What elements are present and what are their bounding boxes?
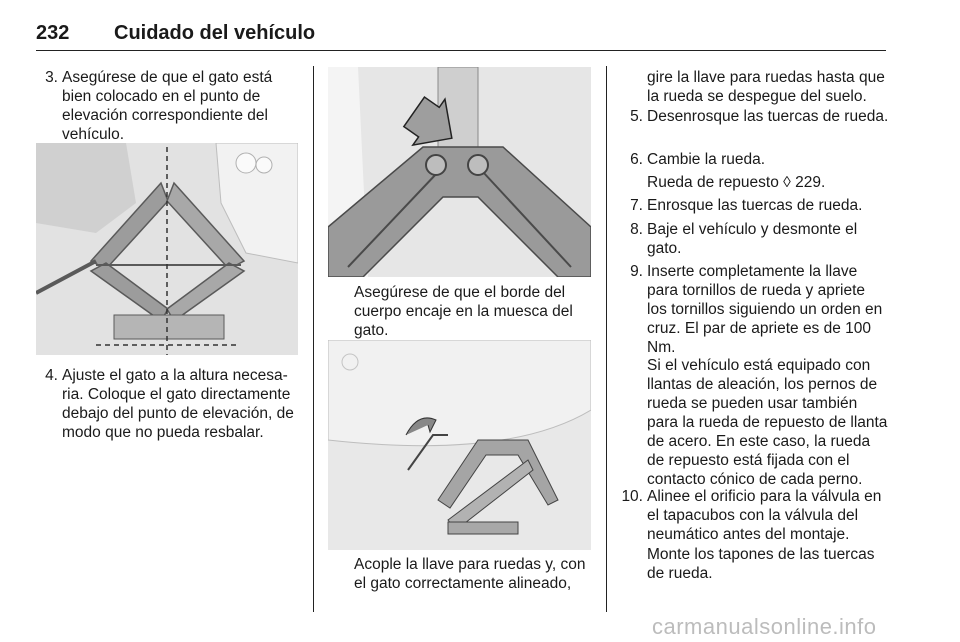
step-8-continuation: gire la llave para ruedas hasta que la rueda se despegue del suelo.: [647, 69, 885, 105]
step-number: 9.: [630, 263, 643, 280]
step-text: Si el vehículo está equipado con llantas de aleación, los pernos de rueda se pueden usar también para la rueda de repuesto de llanta de acero. En este caso, la rueda de repuesto está fijada con el contacto cónico de cada perno.: [647, 357, 888, 488]
column-divider-1: [313, 66, 314, 612]
column-divider-2: [606, 66, 607, 612]
section-title: Cuidado del vehículo: [114, 22, 316, 44]
step-number: 10.: [621, 488, 643, 505]
step-number: 6.: [630, 151, 643, 168]
step-number: 4.: [45, 367, 58, 384]
step-4: [36, 366, 298, 446]
step-text: Rueda de repuesto ◊ 229.: [647, 174, 826, 191]
step-number: 3.: [45, 69, 58, 86]
step-text: Inserte completamente la llave para tornillos de rueda y apriete los tornillos siguiendo un orden en cruz. El par de apriete es de 100 Nm.: [647, 263, 883, 356]
step-text: Desenrosque las tuercas de rueda.: [647, 108, 889, 125]
step-text: Alinee el orificio para la válvula en el tapacubos con la válvula del neumático antes del montaje.: [647, 488, 882, 543]
step-text: Asegúrese de que el gato está bien colocado en el punto de elevación correspondiente del vehículo.: [62, 69, 273, 143]
step-number: 7.: [630, 197, 643, 214]
step-text: Cambie la rueda.: [647, 151, 766, 168]
step-number: 8.: [630, 221, 643, 238]
step-3: [36, 68, 296, 148]
step-text: Monte los tapones de las tuercas de rueda.: [647, 546, 875, 582]
caption-wheel-wrench: Acople la llave para ruedas y, con el gato correctamente alineado,: [354, 556, 586, 592]
step-number: 5.: [630, 108, 643, 125]
caption-jack-notch: Asegúrese de que el borde del cuerpo encaje en la muesca del gato.: [354, 284, 573, 339]
figure-jack-notch: [328, 67, 591, 277]
step-text: Baje el vehículo y desmonte el gato.: [647, 221, 858, 257]
step-text: Ajuste el gato a la altura necesa-ria. Coloque el gato directamente debajo del punto de elevación, de modo que no pueda resbalar.: [62, 367, 294, 441]
watermark: carmanualsonline.info: [652, 614, 877, 639]
figure-wheel-wrench-jack: [328, 340, 591, 550]
page-header: [36, 22, 886, 51]
figure-scissor-jack-front: [36, 143, 298, 355]
step-text: Enrosque las tuercas de rueda.: [647, 197, 863, 214]
page-number: 232: [36, 22, 70, 44]
